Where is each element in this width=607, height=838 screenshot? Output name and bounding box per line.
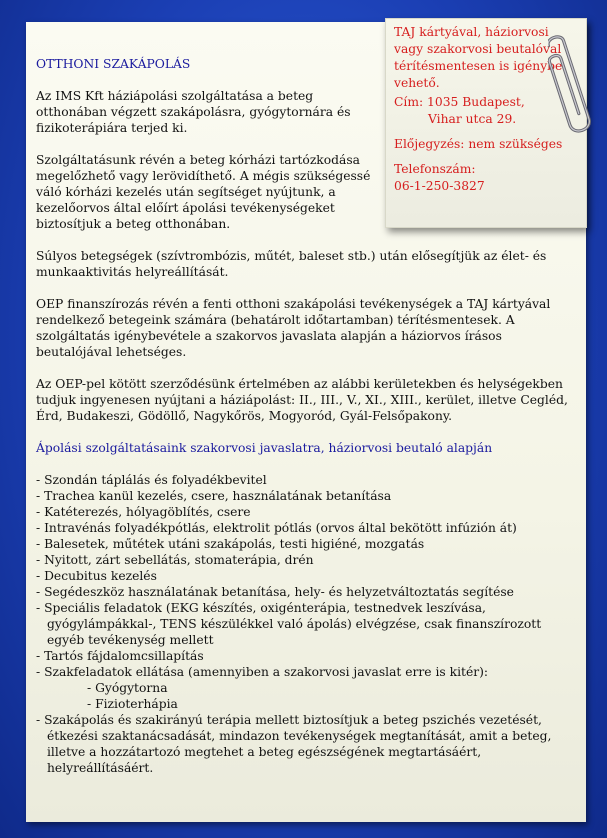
note-phone: 06-1-250-3827 (394, 179, 485, 193)
list-item: - Szakápolás és szakirányú terápia mellett biztosítjuk a beteg pszichés vezetését, étkezési szaktanácsadását, mindazon tevékenységek megtanítását, amit a beteg, illetve a hozzátartozó megtehet a beteg egészségének megtartásáért, helyreállításáért. (36, 713, 552, 775)
intro-paragraph: Az IMS Kft háziápolási szolgáltatása a beteg otthonában végzett szakápolásra, gyógytornára és fizikoterápiára terjed ki. (36, 89, 351, 135)
list-item: - Szondán táplálás és folyadékbevitel (36, 473, 267, 487)
list-item: - Segédeszköz használatának betanítása, hely- és helyzetváltoztatás segítése (36, 585, 514, 599)
list-item: - Tartós fájdalomcsillapítás (36, 649, 204, 663)
financing-paragraph: OEP finanszírozás révén a fenti otthoni szakápolási tevékenységek a TAJ kártyával rendelkező betegeink számára (behatárolt időtartamban) térítésmentesek. A szolgáltatás igénybevétele a szakorvos javaslata alapján a háziorvos írásos beutalójával lehetséges. (36, 297, 551, 359)
note-address-label: Cím: 1035 Budapest, (394, 95, 525, 109)
hospital-paragraph: Szolgáltatásunk révén a beteg kórházi tartózkodása megelőzhető vagy lerövidíthető. A mégis szükségessé váló kórházi kezelés után segítséget nyújtunk, a kezelőorvos által előírt ápolási tevékenységeket biztosítjuk a beteg otthonában. (36, 153, 371, 231)
list-item: - Intravénás folyadékpótlás, elektrolit pótlás (orvos által bekötött infúzión át) (36, 521, 517, 535)
page-title: OTTHONI SZAKÁPOLÁS (36, 57, 191, 71)
list-item: - Decubitus kezelés (36, 569, 157, 583)
districts-paragraph: Az OEP-pel kötött szerződésünk értelmében az alábbi kerületekben és helységekben tudjuk ingyenesen nyújtani a háziápolást: II., III., V., XI., XIII., kerület, illetve Cegléd, Érd, Budakeszi, Gödöllő, Nagykőrös, Mogyoród, Gyál-Felsőpakony. (36, 377, 568, 423)
list-item: - Balesetek, műtétek utáni szakápolás, testi higiéné, mozgatás (36, 537, 425, 551)
sub-list-item: - Fizioterhápia (87, 697, 178, 711)
sub-list-item: - Gyógytorna (87, 681, 168, 695)
paperclip-icon (548, 30, 598, 142)
note-booking: Előjegyzés: nem szükséges (394, 137, 563, 151)
list-item: - Szakfeladatok ellátása (amennyiben a szakorvosi javaslat erre is kitér): (36, 665, 489, 679)
services-list (36, 472, 572, 776)
list-item: - Trachea kanül kezelés, csere, használatának betanítása (36, 489, 392, 503)
list-item: - Speciális feladatok (EKG készítés, oxigénterápia, testnedvek leszívása, gyógylámpákkal-, TENS készülékkel való ápolás) elvégzése, csak finanszírozott egyéb tevékenység mellett (36, 601, 542, 647)
note-phone-label: Telefonszám: (394, 162, 476, 176)
list-item: - Nyitott, zárt sebellátás, stomaterápia, drén (36, 553, 314, 567)
recovery-paragraph: Súlyos betegségek (szívtrombózis, műtét, baleset stb.) után elősegítjük az élet- és munkaaktivitás helyreállítását. (36, 249, 547, 279)
note-address-street: Vihar utca 29. (428, 112, 517, 126)
services-title: Ápolási szolgáltatásaink szakorvosi javaslatra, háziorvosi beutaló alapján (36, 441, 493, 455)
note-intro: TAJ kártyával, háziorvosi vagy szakorvosi beutalóval térítésmentesen is igénybe vehető. (394, 25, 563, 90)
list-item: - Katéterezés, hólyagöblítés, csere (36, 505, 251, 519)
